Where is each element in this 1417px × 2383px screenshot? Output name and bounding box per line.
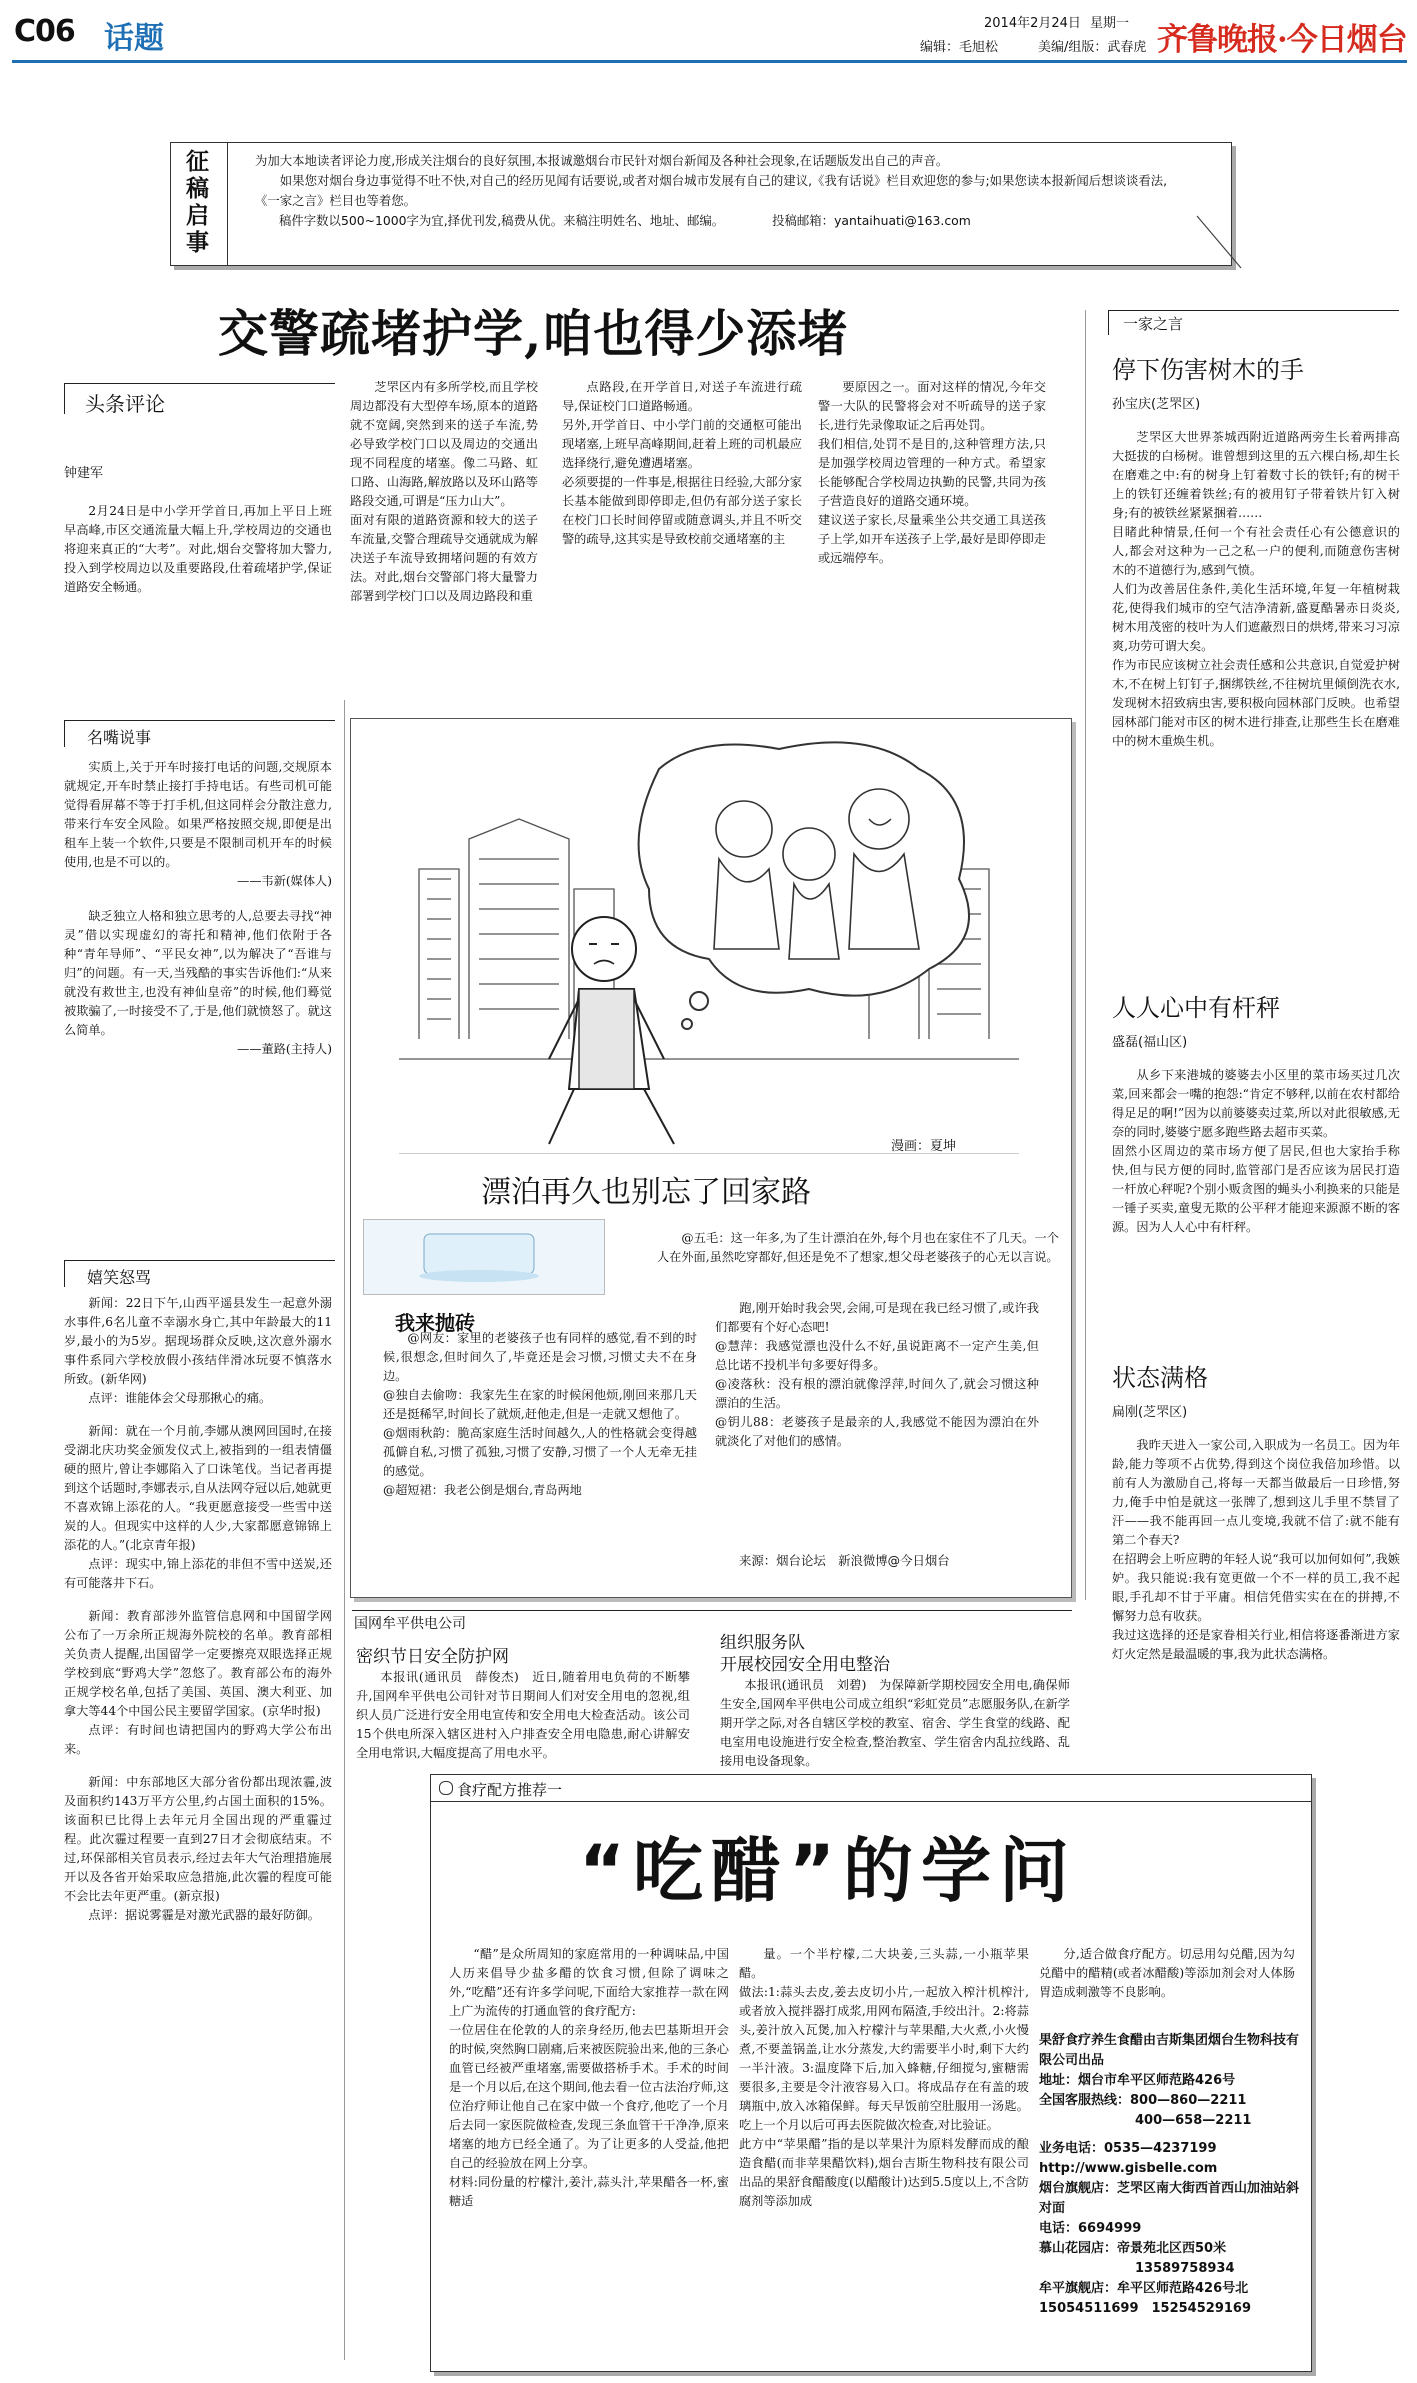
- xiaoma-news: 新闻：22日下午,山西平遥县发生一起意外溺水事件,6名儿童不幸溺水身亡,其中年龄最大的11岁,最小的为5岁。据现场群众反映,这次意外溺水事件系同六学校放假小孩结伴滑冰玩耍不慎落水所致。(新华网): [64, 1296, 332, 1386]
- woshuo-source: 来源：烟台论坛 新浪微博@今日烟台: [739, 1553, 950, 1568]
- mingzui-column-name: 名嘴说事: [87, 728, 152, 747]
- ad-box: [430, 1774, 1312, 2372]
- article-author: 扁刚(芝罘区): [1112, 1405, 1188, 1420]
- xiaoma-news: 新闻：中东部地区大部分省份都出现浓霾,波及面积约143万平方公里,约占国土面积的15%。该面积已比得上去年元月全国出现的严重霾过程。此次霾过程要一直到27日才会彻底结束。不过,环保部相关官员表示,经过去年大气治理措施展开以及各省开始采取应急措施,此次霾的程度可能不会比去年更严重。(新京报): [64, 1775, 332, 1903]
- ad-website[interactable]: http://www.gisbelle.com: [1039, 2161, 1218, 2176]
- brand-logo: 齐鲁晚报·今日烟台: [1157, 22, 1407, 58]
- ad-flagship1: 烟台旗舰店：芝罘区南大街西首西山加油站斜对面: [1039, 2181, 1300, 2216]
- yijia-tag: [1108, 310, 1399, 335]
- mingzui-sig2: ——董路(主持人): [237, 1042, 332, 1056]
- woshuo-col2-text: 跑,刚开始时我会哭,会闹,可是现在我已经习惯了,或许我们都要有个好心态吧! @慧萍：我感觉漂也没什么不好,虽说距离不一定产生美,但总比诺不投机半句多要好得多。 @凌落秋：没有根的漂泊就像浮萍,时间久了,就会习惯这种漂泊的生活。 @钥儿88：老婆孩子是最亲的人,我感觉不能因为漂泊在外就淡化了对他们的感情。: [715, 1301, 1039, 1448]
- grid-right-body: [720, 1676, 1070, 1771]
- notice-email-label: 投稿邮箱：: [772, 213, 835, 228]
- woshuo-col2: [715, 1299, 1039, 1451]
- yijia-article-2: [1112, 988, 1400, 1237]
- ad-col1: [449, 1945, 729, 2211]
- mingzui-quote1: 实质上,关于开车时接打电话的问题,交规原本就规定,开车时禁止接打手持电话。有些司机可能觉得看屏幕不等于打手机,但这同样会分散注意力,带来行车安全风险。如果严格按照交规,即便是出租车上装一个软件,只要是不限制司机开车的时候使用,也是不可以的。: [64, 760, 332, 869]
- woshuo-badge: [363, 1219, 605, 1295]
- lead-col2: [350, 378, 538, 606]
- xiaoma-tag: [64, 1260, 335, 1287]
- notice-fold: [1193, 212, 1245, 272]
- ad-col2: [739, 1945, 1029, 2211]
- xiaoma-item: [64, 1294, 332, 1408]
- xiaoma-column-name: 嬉笑怒骂: [87, 1268, 152, 1287]
- mingzui-quote2: 缺乏独立人格和独立思考的人,总要去寻找“神灵”借以实现虚幻的寄托和精神,他们依附于各种“青年导师”、“平民女神”,以为解决了“吾谁与归”的问题。有一天,当残酷的事实告诉他们:“从来就没有救世主,也没有神仙皇帝”的时候,他们蓦觉被欺骗了,一时接受不了,于是,他们就愤怒了。就这么简单。: [64, 909, 332, 1037]
- ad-flagship3: 牟平旗舰店：牟平区师范路426号北: [1039, 2281, 1249, 2296]
- mingzui-tag: [64, 720, 335, 747]
- xiaoma-item: [64, 1422, 332, 1593]
- grid-right-body-text: 本报讯(通讯员 刘碧) 为保障新学期校园安全用电,确保师生安全,国网牟平供电公司成立组织“彩虹党员”志愿服务队,在新学期开学之际,对各自辖区学校的教室、宿舍、学生食堂的线路、配电室用电设施进行安全检查,整治教室、学生宿舍内乱拉线路、乱接用电设备现象。: [720, 1678, 1070, 1768]
- ad-flagship2: 慕山花园店：帝景苑北区西50米: [1039, 2241, 1227, 2256]
- lead-col3-text: 点路段,在开学首日,对送子车流进行疏导,保证校门口道路畅通。 另外,开学首日、中小学门前的交通枢可能出现堵塞,上班早高峰期间,赶着上班的司机最应选择绕行,避免遭遇堵塞。 必须要提的一件事是,根据往日经验,大部分家长基本能做到即停即走,但仍有部分送子家长在校门口长时间停留或随意调头,并且不听交警的疏导,这其实是导致校前交通堵塞的主: [562, 380, 802, 546]
- ad-col2-text: 量。一个半柠檬,二大块姜,三头蒜,一小瓶苹果醋。 做法:1:蒜头去皮,姜去皮切小片,一起放入榨汁机榨汁,或者放入搅拌器打成浆,用网布隔渣,手绞出汁。2:将蒜头,姜汁放入瓦煲,加入柠檬汁与苹果醋,大火煮,小火慢煮,不要盖锅盖,让水分蒸发,大约需要半小时,剩下大约一半汁液。3:温度降下后,加入蜂糖,仔细搅匀,蜜糖需要很多,主要是令汁液容易入口。将成品存在有盖的玻璃瓶中,放入冰箱保鲜。每天早饭前空肚服用一汤匙。吃上一个月以后可再去医院做次检查,对比验证。 此方中“苹果醋”指的是以苹果汁为原料发酵而成的酿造食醋(而非苹果醋饮料),烟台吉斯生物科技有限公司出品的果舒食醋酸度(以醋酸计)达到5.5度以上,不含防腐剂等添加成: [739, 1947, 1029, 2208]
- ad-contact: [1039, 2031, 1301, 2319]
- xiaoma-news: 新闻：教育部涉外监管信息网和中国留学网公布了一万余所正规海外院校的名单。教育部相关负责人提醒,出国留学一定要擦亮双眼选择正规学校到底“野鸡大学”忽悠了。教育部公布的海外正规学校名单,包括了美国、英国、澳大利亚、加拿大等44个中国公民主要留学国家。(京华时报): [64, 1609, 332, 1718]
- article-body: 芝罘区大世界茶城西附近道路两旁生长着两排高大挺拔的白杨树。谁曾想到这里的五六棵白杨,却生长在磨难之中:有的树身上钉着数寸长的铁钎;有的树干上的铁钉还缠着铁丝;有的被用钉子带着铁片钉入树身;有的被铁丝紧紧捆着…… 目睹此种情景,任何一个有社会责任心有公德意识的人,都会对这种为一己之私一户的便利,而随意伤害树木的不道德行为,感到气愤。 人们为改善居住条件,美化生活环境,年复一年植树栽花,使得我们城市的空气洁净清新,盛夏酷暑赤日炎炎,树木用茂密的枝叶为人们遮蔽烈日的烘烤,带来习习凉爽,功劳可谓大矣。 作为市民应该树立社会责任感和公共意识,自觉爱护树木,不在树上钉钉子,捆绑铁丝,不往树坑里倾倒洗衣水,发现树木招致病虫害,要积极向园林部门反映。也希望园林部门能对市区的树木进行排查,让那些生长在磨难中的树木重焕生机。: [1112, 430, 1400, 748]
- article-author: 孙宝庆(芝罘区): [1112, 397, 1201, 412]
- ad-headline: “吃醋”的学问: [579, 1830, 1078, 1912]
- grid-column-name: 国网牟平供电公司: [354, 1613, 472, 1633]
- lead-column-name: 头条评论: [85, 392, 165, 416]
- weekday: 星期一: [1090, 16, 1130, 31]
- ad-col3: [1039, 1945, 1295, 2002]
- ad-hotline: 全国客服热线：800—860—2211: [1039, 2093, 1247, 2108]
- xiaoma-comment: 点评：谁能体会父母那揪心的痛。: [88, 1391, 272, 1405]
- yijia-column-name: 一家之言: [1123, 315, 1184, 333]
- ad-business-phone: 业务电话：0535—4237199: [1039, 2141, 1217, 2156]
- ad-phone1: 电话：6694999: [1039, 2221, 1142, 2236]
- masthead-rule: [12, 60, 1407, 63]
- lead-col4: [818, 378, 1046, 568]
- ad-col1-text: “醋”是众所周知的家庭常用的一种调味品,中国人历来倡导少盐多醋的饮食习惯,但除了调味之外,“吃醋”还有许多学问呢,下面给大家推荐一款在网上广为流传的打通血管的食疗配方: 一位居住在伦敦的人的亲身经历,他去巴基斯坦开会的时候,突然胸口剧痛,后来被医院验出来,他的三条心血管已经被严重堵塞,需要做搭桥手术。手术的时间是一个月以后,在这个期间,他去看一位古法治疗师,这位治疗师让他自己在家中做一个食疗,他吃了一个月后去同一家医院做检查,发现三条血管干干净净,原来堵塞的地方已经全通了。为了让更多的人受益,他把自己的经验放在网上分享。 材料:同份量的柠檬汁,姜汁,蒜头汁,苹果醋各一杯,蜜糖适: [449, 1947, 729, 2208]
- ad-company: 果舒食疗养生食醋由吉斯集团烟台生物科技有限公司出品: [1039, 2033, 1300, 2068]
- woshuo-col1: [383, 1329, 697, 1500]
- grid-column-bar: [352, 1610, 1072, 1633]
- lead-col4-text: 要原因之一。面对这样的情况,今年交警一大队的民警将会对不听疏导的送子家长,进行先录像取证之后再处罚。 我们相信,处罚不是目的,这种管理方法,只是加强学校周边管理的一种方式。希望家长能够配合学校周边执勤的民警,共同为孩子营造良好的道路交通环境。 建议送子家长,尽量乘坐公共交通工具送孩子上学,如开车送孩子上学,最好是即停即走或远端停车。: [818, 380, 1046, 565]
- article-body: 从乡下来港城的婆婆去小区里的菜市场买过几次菜,回来都会一嘴的抱怨:“肯定不够秤,以前在农村都给得足足的啊!”因为以前婆婆卖过菜,所以对此很敏感,无奈的同时,婆婆宁愿多跑些路去超市买菜。 固然小区周边的菜市场方便了居民,但也大家抬手称快,但与民方便的同时,监管部门是否应该为居民打造一杆放心秤呢?个别小贩贪图的蝇头小利换来的只能是一锤子买卖,童叟无欺的公平秤才能迎来源源不断的客源。因为人人心中有杆秤。: [1112, 1068, 1400, 1234]
- issue-date: 2014年2月24日: [984, 16, 1081, 31]
- cartoon-credit: 漫画：夏坤: [891, 1139, 957, 1154]
- xiaoma-comment: 点评：有时间也请把国内的野鸡大学公布出来。: [64, 1723, 332, 1756]
- grid-left-body: [356, 1668, 690, 1763]
- ad-phone2: 13589758934: [1135, 2261, 1235, 2276]
- mingzui-text: [64, 758, 332, 1059]
- designer: 美编/组版：武春虎: [1038, 40, 1147, 55]
- masthead: [0, 0, 1417, 62]
- notice-line3: 稿件字数以500~1000字为宜,择优刊发,稿费从优。来稿注明姓名、地址、邮编。: [279, 213, 725, 228]
- notice-box: [170, 142, 1232, 266]
- grid-left-body-text: 本报讯(通讯员 薛俊杰) 近日,随着用电负荷的不断攀升,国网牟平供电公司针对节日期间人们对安全用电的忽视,组织人员广泛进行安全用电宣传和安全用电大检查活动。该公司15个供电所深入辖区进村入户排查安全用电隐患,耐心讲解安全用电常识,大幅度提高了用电水平。: [356, 1670, 690, 1760]
- ad-column-name: 食疗配方推荐一: [457, 1781, 563, 1799]
- article-author: 盛磊(福山区): [1112, 1035, 1188, 1050]
- right-column-rule: [1085, 310, 1086, 1600]
- section-title: 话题: [104, 21, 164, 56]
- notice-label-text: 征稿启事: [186, 149, 209, 256]
- notice-line1: 为加大本地读者评论力度,形成关注烟台的良好氛围,本报诚邀烟台市民针对烟台新闻及各种社会现象,在话题版发出自己的声音。: [255, 153, 949, 168]
- grid-right-title1: 组织服务队: [720, 1633, 805, 1653]
- woshuo-column: 我来抛砖: [395, 1311, 475, 1335]
- notice-email[interactable]: yantaihuati@163.com: [834, 213, 971, 228]
- grid-left-title: 密织节日安全防护网: [356, 1647, 509, 1667]
- lead-col3: [562, 378, 802, 549]
- cartoon-title: 漂泊再久也别忘了回家路: [481, 1175, 811, 1210]
- mingzui-sig1: ——韦新(媒体人): [237, 874, 332, 888]
- article-body: 我昨天进入一家公司,入职成为一名员工。因为年龄,能力等项不占优势,得到这个岗位我倍加珍惜。以前有人为激励自己,将每一天都当做最后一日珍惜,努力,俺手中怕是就这一张牌了,想到这儿手里不禁冒了汗——我不能再回一点儿变境,我就不信了:就不能有第二个春天? 在招聘会上听应聘的年轻人说“我可以加何如何”,我嫉妒。我只能说:我有宽更做一个不一样的员工,我不起眼,手孔却不甘于平庸。相信凭借实实在在的拼搏,不懈努力总有收获。 我过这选择的还是家眷相关行业,相信将逐番渐进方家灯火定然是最温暖的事,我为此状态满格。: [1112, 1438, 1400, 1661]
- xiaoma-item: [64, 1773, 332, 1925]
- article-title: 停下伤害树木的手: [1112, 356, 1304, 384]
- woshuo-col1-text: @网友：家里的老婆孩子也有同样的感觉,看不到的时候,很想念,但时间久了,毕竟还是会习惯,习惯丈夫不在身边。 @独自去偷吻：我家先生在家的时候闲他烦,刚回来那几天还是挺稀罕,时间长了就烦,赶他走,但是一走就又想他了。 @烟雨秋韵：脆高家庭生活时间越久,人的性格就会变得越孤僻自私,习惯了孤独,习惯了安静,习惯了一个人无牵无挂的感觉。 @超短裙：我老公倒是烟台,青岛两地: [383, 1331, 697, 1497]
- ad-col3-text: 分,适合做食疗配方。切忌用勾兑醋,因为勾兑醋中的醋精(或者冰醋酸)等添加剂会对人体肠胃造成刺激等不良影响。: [1039, 1947, 1295, 1999]
- ad-column-bar: [431, 1775, 1311, 1802]
- cartoon-illustration: [399, 739, 1019, 1154]
- page-code: C06: [14, 14, 75, 49]
- notice-label: [171, 143, 228, 265]
- teacup-icon: [364, 1220, 604, 1294]
- grid-right-title2: 开展校园安全用电整治: [720, 1655, 890, 1675]
- xiaoma-comment: 点评：现实中,锦上添花的非但不雪中送炭,还有可能落井下石。: [64, 1557, 332, 1590]
- cartoon-panel: [350, 718, 1072, 1598]
- notice-line2: 如果您对烟台身边事觉得不吐不快,对自己的经历见闻有话要说,或者对烟台城市发展有自己的建议,《我有话说》栏目欢迎您的参与;如果您读本报新闻后想谈谈看法,《一家之言》栏目也等着您。: [255, 173, 1168, 208]
- article-title: 状态满格: [1112, 1364, 1208, 1392]
- ad-hotline2: 400—658—2211: [1135, 2113, 1252, 2128]
- left-column-rule: [344, 700, 345, 2360]
- xiaoma-comment: 点评：据说雾霾是对激光武器的最好防御。: [88, 1908, 320, 1922]
- ad-bullet-icon: [439, 1781, 453, 1795]
- xiaoma-list: [64, 1294, 332, 1925]
- headline: 交警疏堵护学,咱也得少添堵: [218, 304, 849, 363]
- ad-address: 地址：烟台市牟平区师范路426号: [1039, 2073, 1236, 2088]
- lead-column-tag: [64, 383, 335, 414]
- lead-col1: [64, 502, 332, 597]
- xiaoma-item: [64, 1607, 332, 1759]
- lead-col1-text: 2月24日是中小学开学首日,再加上平日上班早高峰,市区交通流量大幅上升,学校周边的交通也将迎来真正的“大考”。对此,烟台交警将加大警力,投入到学校周边以及重要路段,仕着疏堵护学,保证道路安全畅通。: [64, 504, 332, 594]
- yijia-article-1: [1112, 350, 1400, 751]
- yijia-article-3: [1112, 1358, 1400, 1664]
- editor: 编辑：毛旭松: [920, 40, 999, 55]
- xiaoma-news: 新闻：就在一个月前,李娜从澳网回国时,在接受湖北庆功奖金颁发仪式上,被指到的一组表情僵硬的照片,曾让李娜陷入了口诛笔伐。当记者再提到这个话题时,李娜表示,自从法网夺冠以后,她就更不喜欢锦上添花的人。“我更愿意接受一些雪中送炭的人。但现实中这样的人少,大家都愿意锦锦上添花的人。”(北京青年报): [64, 1424, 332, 1552]
- ad-phone3: 15054511699 15254529169: [1039, 2301, 1251, 2316]
- woshuo-top-right-text: @五毛：这一年多,为了生计漂泊在外,每个月也在家住不了几天。一个人在外面,虽然吃穿都好,但还是免不了想家,想父母老婆孩子的心无以言说。: [657, 1231, 1059, 1264]
- lead-author: 钟建军: [64, 466, 104, 481]
- lead-col2-text: 芝罘区内有多所学校,而且学校周边都没有大型停车场,原本的道路就不宽阔,突然到来的送子车流,势必导致学校门口以及周边的交通出现不同程度的堵塞。像二马路、虹口路、山海路,解放路以及环山路等路段交通,可谓是“压力山大”。 面对有限的道路资源和较大的送子车流量,交警合理疏导交通就成为解决送子车流导致拥堵问题的有效方法。对此,烟台交警部门将大量警力部署到学校门口以及周边路段和重: [350, 380, 538, 603]
- article-title: 人人心中有杆秤: [1112, 994, 1280, 1022]
- woshuo-top-right: [657, 1229, 1059, 1267]
